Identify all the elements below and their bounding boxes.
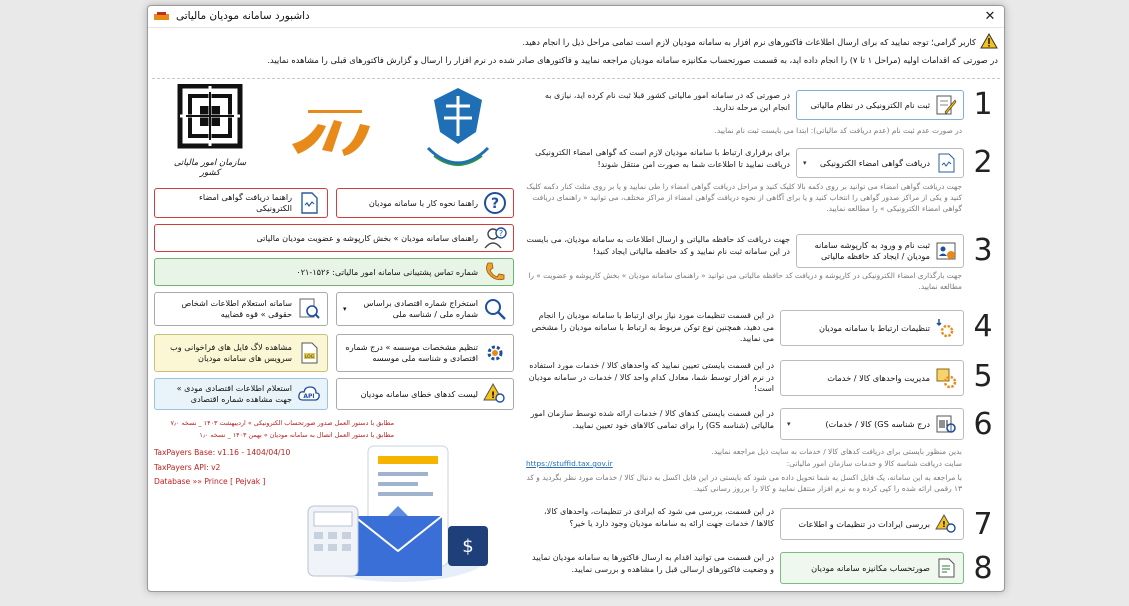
log-files-button[interactable]: [154, 334, 328, 372]
error-codes-label: لیست کدهای خطای سامانه مودیان: [360, 388, 478, 399]
version-base: TaxPayers Base: v1.16 - 1404/04/10: [154, 448, 291, 457]
step-7-number: 7: [973, 507, 993, 542]
step-1-label: ثبت نام الکترونیکی در نظام مالیاتی: [810, 100, 930, 110]
guide-taxpayers-button[interactable]: [336, 188, 514, 218]
app-icon: [154, 12, 169, 22]
search-icon: [483, 297, 507, 321]
step-4-button[interactable]: [780, 310, 964, 346]
inquiry-economic-button[interactable]: [154, 378, 328, 410]
step-7-text: در این قسمت، بررسی می شود که ایرادی در تنظیمات، واحدهای کالا، کالاها / خدمات جهت ارائه به سامانه مودیان وجود دارد یا خیر؟: [544, 507, 774, 528]
units-gear-icon: [935, 367, 957, 389]
step-6-number: 6: [973, 407, 993, 442]
step-3-button[interactable]: [796, 234, 964, 268]
step-8-button[interactable]: [780, 552, 964, 584]
inquiry-legal-button[interactable]: [154, 292, 328, 326]
extract-code-button[interactable]: [336, 292, 514, 326]
step-6-label: درج شناسه GS) کالا / خدمات): [825, 419, 930, 429]
user-card-icon: [935, 240, 957, 262]
compliance-line-1: مطابق با دستور العمل صدور صورتحساب الکترونیکی » اردیبهشت ۱۴۰۳ _ نسخه ۷٫۰: [170, 419, 394, 427]
step-1-note: در صورت عدم ثبت نام (عدم دریافت کد مالیاتی): ابتدا می بایست ثبت نام نمایید.: [714, 126, 962, 135]
company-settings-label: تنظیم مشخصات موسسه » درج شماره اقتصادی و شناسه ملی موسسه: [345, 342, 478, 363]
extract-code-label: استخراج شماره اقتصادی براساس شماره ملی / شناسه ملی: [363, 298, 478, 319]
step-4-text: در این قسمت تنظیمات مورد نیاز برای ارتباط با سامانه مودیان را انجام می دهید، همچنین نوع توکن مربوط به ارتباط با سامانه مودیان را مشخص می نمایید.: [531, 311, 774, 343]
step-2-text: برای برقراری ارتباط با سامانه مودیان لازم است که گواهی امضاء الکترونیکی دریافت نمایید تا اطلاعات شما به صورت امن منتقل شوند!: [535, 148, 790, 169]
api-icon: [297, 382, 321, 406]
certificate-icon: [935, 152, 957, 174]
step-7-label: بررسی ایرادات در تنظیمات و اطلاعات: [798, 519, 930, 529]
help-icon: [483, 191, 507, 215]
step-6-text: در این قسمت بایستی کدهای کالا / خدمات ارائه شده توسط سازمان امور مالیاتی (شناسه GS) را برای تمامی کالاهای خود تعیین نمایید.: [530, 409, 774, 430]
step-8-label: صورتحساب مکانیزه سامانه مودیان: [811, 563, 930, 573]
guide-portal-button[interactable]: [154, 224, 514, 252]
step-6-note-1: بدین منظور بایستی برای دریافت کدهای کالا / خدمات به سایت ذیل مراجعه نمایید.: [711, 447, 962, 456]
stuffid-link-text[interactable]: https://stuffid.tax.gov.ir: [526, 459, 613, 468]
step-7-button[interactable]: [780, 508, 964, 540]
dashboard-window: [147, 5, 1005, 592]
invoice-doc-icon: [935, 557, 957, 579]
step-4-label: تنظیمات ارتباط با سامانه مودیان: [818, 323, 930, 333]
warning-search-icon: [935, 513, 957, 535]
step-1-text: در صورتی که در سامانه امور مالیاتی کشور قبلا ثبت نام کرده اید، نیازی به انجام این مرحله ندارید.: [544, 91, 790, 112]
help-person-icon: [483, 226, 507, 250]
notice-line-2: در صورتی که اقدامات اولیه (مراحل ۱ تا ۷) را انجام داده اید، به قسمت صورتحساب مکانیزه سامانه مودیان مراجعه نمایید و فاکتورهای صادر شده در نرم افزار را ارسال و گزارش فاکتورهای قبلی را مشاهده نمایید.: [267, 55, 998, 65]
guide-signature-button[interactable]: [154, 188, 328, 218]
svg-text:?: ?: [498, 229, 504, 238]
pejvak-logo: [288, 104, 376, 160]
svg-text:!: !: [490, 391, 496, 401]
invoice-illustration: [298, 436, 498, 586]
company-settings-button[interactable]: [336, 334, 514, 372]
gear-icon: [483, 341, 507, 365]
tax-org-label: سازمان امور مالیاتی کشور: [173, 158, 247, 178]
step-8-number: 8: [973, 551, 993, 586]
compliance-line-2: مطابق با دستور العمل اتصال به سامانه مودیان » بهمن ۱۴۰۳ _ نسخه ۱٫۰: [199, 431, 394, 439]
step-8-text: در این قسمت می توانید اقدام به ارسال فاکتورها به سامانه مودیان نمایید و وضعیت فاکتورهای ارسالی قبل را مشاهده و بررسی نمایید.: [532, 553, 774, 574]
error-codes-button[interactable]: [336, 378, 514, 410]
step-1-button[interactable]: [796, 90, 964, 120]
pejvak-logo-icon: [288, 104, 376, 160]
step-5-text: در این قسمت بایستی تعیین نمایید که واحدهای کالا / خدمات مورد استفاده در نرم افزار توسط شما، معادل کدام واحد کالا / خدمات در سامانه مودیان است!: [528, 361, 774, 393]
certificate-doc-icon: [297, 191, 321, 215]
step-6-button[interactable]: [780, 408, 964, 440]
tax-org-emblem-icon: [168, 84, 252, 154]
support-phone-button[interactable]: [154, 258, 514, 286]
step-1-number: 1: [973, 87, 993, 122]
tax-org-logo: [168, 84, 252, 180]
guide-taxpayers-label: راهنما نحوه کار با سامانه مودیان: [368, 197, 478, 208]
step-2-label: دریافت گواهی امضاء الکترونیکی: [819, 158, 930, 168]
step-2-note: جهت دریافت گواهی امضاء می توانید بر روی دکمه بالا کلیک کنید و مراحل دریافت گواهی امضاء را طی نمایید و یا بر روی مثلث کنار دکمه کلیک کنید و یکی از مراکز صدور گواهی را انتخاب کنید و یا برای آگاهی از نحوه دریافت گواهی امضاء از مراکز مختلف، می توانید « راهنمای دریافت گواهی امضاء الکترونیکی » را مطالعه نمایید.: [526, 182, 962, 213]
svg-text:API: API: [303, 393, 315, 400]
step-6-note-2: سایت دریافت شناسه کالا و خدمات سازمان امور مالیاتی:: [786, 459, 962, 468]
inquiry-legal-label: سامانه استعلام اطلاعات اشخاص حقوقی » قوه قضاییه: [181, 298, 292, 319]
step-4-number: 4: [973, 309, 993, 344]
warning-search-icon: [483, 382, 507, 406]
dropdown-arrow-icon[interactable]: ▾: [787, 420, 791, 428]
log-file-icon: [297, 341, 321, 365]
svg-text:$: $: [462, 536, 474, 557]
dropdown-arrow-icon[interactable]: ▾: [343, 304, 347, 313]
step-6-note-3: با مراجعه به این سامانه، یک فایل اکسل به شما تحویل داده می شود که بایستی در این فایل اکسل به دنبال کالا / خدمات مورد نظر بگردید و کد ۱۳ رقمی ارائه شده را کپی کرده و به نرم افزار منتقل نمایید و کالا را برروز رسانی کنید.: [526, 473, 962, 493]
notice-line-1: کاربر گرامی؛ توجه نمایید که برای ارسال اطلاعات فاکتورهای نرم افزار به سامانه مودیان لازم است تمامی مراحل ذیل را انجام دهید.: [522, 37, 976, 47]
divider: [152, 78, 1000, 79]
step-3-label: ثبت نام و ورود به کارپوشه سامانه مودیان / ایجاد کد حافظه مالیاتی: [814, 240, 930, 261]
step-5-number: 5: [973, 359, 993, 394]
center-logo: [418, 86, 498, 182]
barcode-icon: [935, 413, 957, 435]
close-icon[interactable]: ✕: [984, 9, 996, 24]
step-3-note: جهت بارگذاری امضاء الکترونیکی در کارپوشه و دریافت کد حافظه مالیاتی می توانید « راهنمای سامانه مودیان » بخش کارپوشه و عضویت » را مطالعه نمایید.: [528, 271, 962, 291]
stuffid-link[interactable]: [526, 458, 626, 469]
step-3-number: 3: [973, 233, 993, 268]
version-db: Database »» Prince [ Pejvak ]: [154, 477, 266, 486]
inquiry-economic-label: استعلام اطلاعات اقتصادی مودی » جهت مشاهده شماره اقتصادی: [176, 383, 292, 404]
support-phone-label: شماره تماس پشتیبانی سامانه امور مالیاتی: ۱۵۲۶-۰۲۱: [296, 266, 478, 277]
dropdown-arrow-icon[interactable]: ▾: [803, 159, 807, 167]
svg-text:?: ?: [490, 196, 500, 212]
step-2-number: 2: [973, 145, 993, 180]
svg-text:LOG: LOG: [304, 355, 315, 360]
version-api: TaxPayers API: v2: [154, 463, 221, 472]
phone-icon: [483, 260, 507, 284]
log-files-label: مشاهده لاگ فایل های فراخوانی وب سرویس های سامانه مودیان: [170, 342, 292, 363]
step-5-label: مدیریت واحدهای کالا / خدمات: [827, 373, 930, 383]
svg-text:!: !: [942, 520, 946, 529]
step-3-text: جهت دریافت کد حافظه مالیاتی و ارسال اطلاعات به سامانه مودیان، می بایست در این سامانه ثبت نام نمایید و کد حافظه مالیاتی ایجاد کنید!: [526, 235, 790, 256]
edit-doc-icon: [935, 94, 957, 116]
window-title: داشبورد سامانه مودیان مالیاتی: [176, 10, 310, 22]
step-2-button[interactable]: [796, 148, 964, 178]
guide-signature-label: راهنما دریافت گواهی امضاء الکترونیکی: [199, 192, 292, 213]
warning-icon: [980, 33, 998, 49]
guide-portal-label: راهنمای سامانه مودیان » بخش کارپوشه و عضویت مودیان مالیاتی: [256, 232, 478, 243]
step-5-button[interactable]: [780, 360, 964, 396]
search-doc-icon: [297, 297, 321, 321]
center-logo-icon: [418, 86, 498, 182]
title-bar: [148, 6, 1004, 28]
settings-sync-icon: [935, 317, 957, 339]
